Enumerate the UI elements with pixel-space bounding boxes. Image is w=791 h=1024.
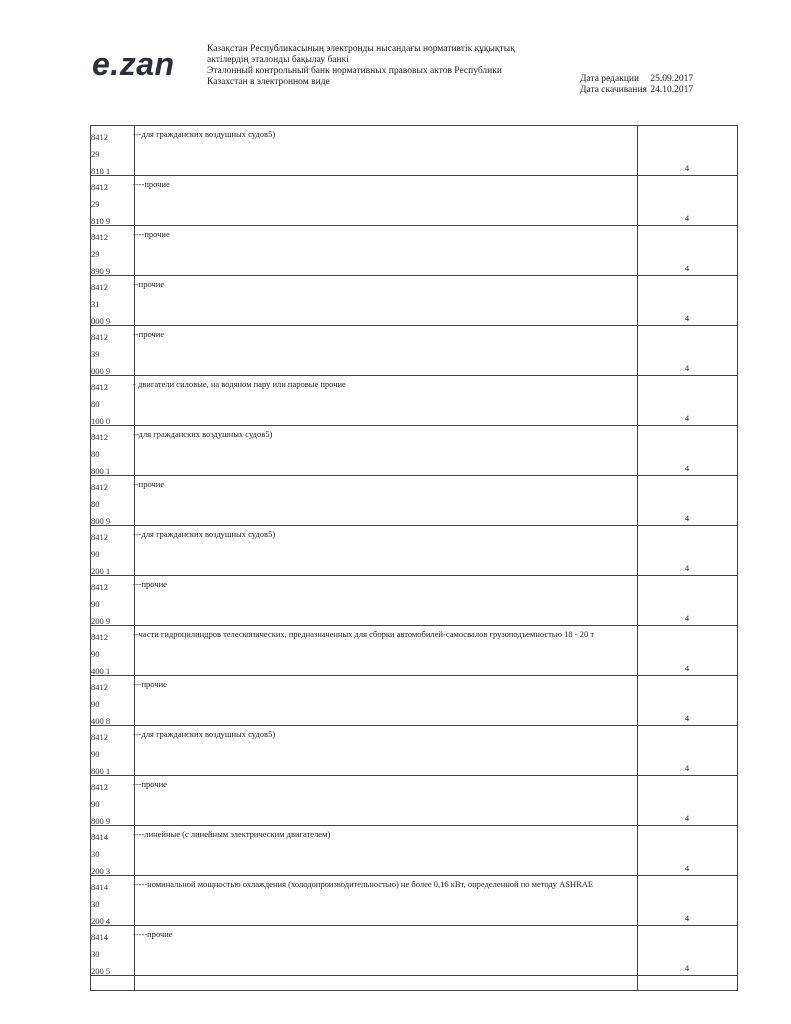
commodity-description: --прочие [133,479,165,489]
code-part: 8412 [91,182,108,192]
code-part: 8412 [91,432,108,442]
duty-rate: 4 [684,513,690,523]
commodity-description: --прочие [133,329,165,339]
code-part: 90 [91,649,100,659]
commodity-code [91,579,133,630]
table-row [91,826,737,876]
commodity-description: -----прочие [133,929,173,939]
code-part: 810 9 [91,216,111,226]
duty-rate: 4 [684,963,690,973]
code-part: 30 [91,949,100,959]
edition-date-row [580,74,693,85]
commodity-code [91,779,133,830]
code-part: 30 [91,899,100,909]
ezan-logo [92,46,175,82]
download-date-row [580,85,693,96]
header-title-block [207,44,577,88]
commodity-code [91,879,133,930]
code-part: 000 9 [91,366,111,376]
code-part: 8412 [91,382,108,392]
duty-rate: 4 [684,713,690,723]
commodity-description: ---для гражданских воздушных судов5) [133,129,276,139]
duty-rate: 4 [684,413,690,423]
code-part: 000 9 [91,316,111,326]
code-part: 100 0 [91,416,111,426]
commodity-description: --прочие [133,279,165,289]
duty-rate: 4 [684,363,690,373]
code-part: 90 [91,599,100,609]
code-part: 29 [91,249,100,259]
table-row [91,526,737,576]
code-part: 80 [91,399,100,409]
duty-rate: 4 [684,913,690,923]
table-row [91,226,737,276]
code-part: 200 1 [91,566,111,576]
edition-date-label: Дата редакции [580,74,640,84]
header-line-kz-2: актілердің эталонды бақылау банкі [207,55,349,65]
commodity-code [91,329,133,380]
duty-rate: 4 [684,863,690,873]
code-part: 810 1 [91,166,111,176]
logo-text: e.zan [92,46,175,82]
code-part: 8412 [91,132,108,142]
table-row [91,776,737,826]
duty-rate: 4 [684,613,690,623]
commodity-code [91,229,133,280]
code-part: 8412 [91,732,108,742]
code-part: 8412 [91,632,108,642]
table-row [91,176,737,226]
commodity-description: ----линейные (с линейным электрическим двигателем) [133,829,331,839]
table-row [91,876,737,926]
code-part: 8412 [91,232,108,242]
code-part: 800 1 [91,766,111,776]
commodity-description: ---прочие [133,579,167,589]
code-part: 31 [91,299,100,309]
code-part: 90 [91,799,100,809]
code-part: 800 1 [91,466,111,476]
code-part: 80 [91,449,100,459]
commodity-description: --части гидроцилиндров телескопических, предназначенных для сборки автомобилей-самосвалов грузоподъемностью 18 - 20 т [133,629,595,639]
code-part: 8412 [91,282,108,292]
commodity-code [91,679,133,730]
code-part: 8414 [91,832,108,842]
duty-rate: 4 [684,313,690,323]
duty-rate: 4 [684,763,690,773]
code-part: 800 9 [91,816,111,826]
code-part: 8412 [91,582,108,592]
commodity-description: ----прочие [133,229,170,239]
code-part: 200 5 [91,966,111,976]
code-part: 8412 [91,782,108,792]
commodity-code [91,429,133,480]
duty-rate: 4 [684,163,690,173]
header-line-kz-1: Казақстан Республикасының электронды нысандағы нормативтік құқықтық [207,44,515,54]
duty-rate: 4 [684,663,690,673]
code-part: 200 4 [91,916,111,926]
commodity-description: ---прочие [133,679,167,689]
commodity-code [91,729,133,780]
code-part: 400 1 [91,666,111,676]
code-part: 80 [91,499,100,509]
code-part: 890 9 [91,266,111,276]
code-part: 8412 [91,682,108,692]
code-part: 90 [91,749,100,759]
commodity-code [91,629,133,680]
commodity-description: ---для гражданских воздушных судов5) [133,729,276,739]
table-row [91,376,737,426]
header-line-ru-2: Казахстан в электронном виде [207,77,330,87]
commodity-code [91,929,133,980]
code-part: 90 [91,699,100,709]
edition-date-value: 25.09.2017 [650,74,694,84]
table-row [91,326,737,376]
commodity-code [91,279,133,330]
code-part: 8412 [91,532,108,542]
code-part: 8412 [91,332,108,342]
duty-rate: 4 [684,463,690,473]
table-row [91,476,737,526]
header-dates [580,74,693,96]
table-row [91,576,737,626]
table-row [91,426,737,476]
code-part: 8414 [91,882,108,892]
code-part: 8412 [91,482,108,492]
commodity-code [91,479,133,530]
code-part: 200 3 [91,866,111,876]
code-part: 200 9 [91,616,111,626]
commodity-code [91,379,133,430]
table-row [91,726,737,776]
duty-rate: 4 [684,213,690,223]
duty-rate: 4 [684,263,690,273]
commodity-description: - двигатели силовые, на водяном пару или паровые прочие [133,379,346,389]
code-part: 29 [91,149,100,159]
table-row [91,676,737,726]
code-part: 39 [91,349,100,359]
code-part: 800 9 [91,516,111,526]
code-part: 90 [91,549,100,559]
commodity-code [91,129,133,180]
code-part: 400 8 [91,716,111,726]
header-line-ru-1: Эталонный контрольный банк нормативных правовых актов Республики [207,66,502,76]
code-part: 29 [91,199,100,209]
download-date-label: Дата скачивания [580,85,647,95]
tariff-table [90,125,738,991]
commodity-description: --для гражданских воздушных судов5) [133,429,273,439]
commodity-description: ---для гражданских воздушных судов5) [133,529,276,539]
commodity-code [91,179,133,230]
commodity-code [91,529,133,580]
table-row [91,126,737,176]
commodity-description: -----номинальной мощностью охлаждения (холодопроизводительностью) не более 0,16 кВт, определенной по методу ASHRAE [133,879,594,889]
commodity-description: ----прочие [133,179,170,189]
commodity-code [91,829,133,880]
commodity-description: ---прочие [133,779,167,789]
duty-rate: 4 [684,563,690,573]
table-row [91,626,737,676]
code-part: 30 [91,849,100,859]
table-row [91,926,737,976]
code-part: 8414 [91,932,108,942]
duty-rate: 4 [684,813,690,823]
download-date-value: 24.10.2017 [650,85,694,95]
table-row [91,276,737,326]
